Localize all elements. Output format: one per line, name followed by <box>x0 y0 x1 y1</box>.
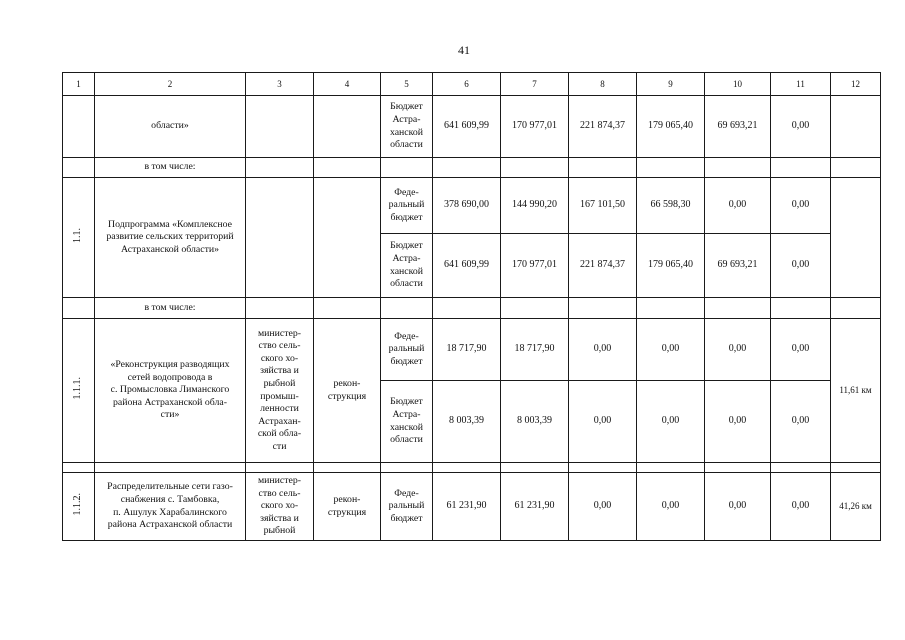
empty-cell <box>771 158 831 178</box>
amount-cell-col8: 221 874,37 <box>569 96 637 158</box>
header-row <box>63 73 881 96</box>
amount-cell-col6: 641 609,99 <box>433 96 501 158</box>
amount-cell-col11: 0,00 <box>771 473 831 541</box>
empty-cell <box>501 158 569 178</box>
amount-cell-col6: 61 231,90 <box>433 473 501 541</box>
result-cell: 11,61 км <box>831 319 881 463</box>
including-row <box>63 298 881 319</box>
funding-source-cell: Бюджет Астра- ханской области <box>381 234 433 298</box>
table-row <box>63 473 881 541</box>
executor-cell: министер- ство сель- ского хо- зяйства и рыбной промыш- ленности Астрахан- ской обла- сти <box>246 319 314 463</box>
empty-cell <box>314 298 381 319</box>
funding-source-cell: Бюджет Астра- ханской области <box>381 96 433 158</box>
number-cell <box>63 473 95 541</box>
amount-cell-col7: 170 977,01 <box>501 96 569 158</box>
header-cell-6: 6 <box>433 73 501 96</box>
spacer-cell <box>831 463 881 473</box>
header-cell-2: 2 <box>95 73 246 96</box>
funding-source-cell: Феде- ральный бюджет <box>381 319 433 381</box>
work-type-cell <box>314 96 381 158</box>
table-row <box>63 96 881 158</box>
amount-cell-col7: 61 231,90 <box>501 473 569 541</box>
amount-cell-col10: 0,00 <box>705 319 771 381</box>
amount-cell-col10: 0,00 <box>705 473 771 541</box>
number-cell <box>63 319 95 463</box>
amount-cell-col6: 641 609,99 <box>433 234 501 298</box>
number-cell <box>63 298 95 319</box>
amount-cell-col7: 8 003,39 <box>501 381 569 463</box>
spacer-cell <box>246 463 314 473</box>
amount-cell-col8: 221 874,37 <box>569 234 637 298</box>
spacer-cell <box>501 463 569 473</box>
empty-cell <box>771 298 831 319</box>
item-number: 1.1.1. <box>72 376 84 400</box>
header-cell-12: 12 <box>831 73 881 96</box>
result-cell <box>831 178 881 298</box>
empty-cell <box>314 158 381 178</box>
executor-cell <box>246 96 314 158</box>
amount-cell-col10: 0,00 <box>705 178 771 234</box>
including-row <box>63 158 881 178</box>
spacer-cell <box>705 463 771 473</box>
header-cell-1: 1 <box>63 73 95 96</box>
amount-cell-col8: 0,00 <box>569 473 637 541</box>
item-number: 1.1.2. <box>72 492 84 516</box>
amount-cell-col10: 0,00 <box>705 381 771 463</box>
header-cell-5: 5 <box>381 73 433 96</box>
empty-cell <box>501 298 569 319</box>
work-type-cell <box>314 178 381 298</box>
header-cell-4: 4 <box>314 73 381 96</box>
spacer-cell <box>569 463 637 473</box>
amount-cell-col11: 0,00 <box>771 381 831 463</box>
amount-cell-col6: 378 690,00 <box>433 178 501 234</box>
empty-cell <box>637 298 705 319</box>
amount-cell-col11: 0,00 <box>771 319 831 381</box>
amount-cell-col11: 0,00 <box>771 234 831 298</box>
spacer-cell <box>771 463 831 473</box>
amount-cell-col7: 18 717,90 <box>501 319 569 381</box>
amount-cell-col6: 8 003,39 <box>433 381 501 463</box>
empty-cell <box>433 158 501 178</box>
spacer-cell <box>314 463 381 473</box>
header-cell-3: 3 <box>246 73 314 96</box>
empty-cell <box>381 158 433 178</box>
header-cell-9: 9 <box>637 73 705 96</box>
result-cell: 41,26 км <box>831 473 881 541</box>
amount-cell-col10: 69 693,21 <box>705 96 771 158</box>
funding-source-cell: Бюджет Астра- ханской области <box>381 381 433 463</box>
empty-cell <box>831 298 881 319</box>
empty-cell <box>569 298 637 319</box>
page-number: 41 <box>458 43 470 57</box>
amount-cell-col7: 170 977,01 <box>501 234 569 298</box>
amount-cell-col9: 0,00 <box>637 381 705 463</box>
table-row <box>63 178 881 234</box>
spacer-cell <box>381 463 433 473</box>
amount-cell-col9: 66 598,30 <box>637 178 705 234</box>
executor-cell <box>246 178 314 298</box>
empty-cell <box>831 158 881 178</box>
including-label: в том числе: <box>95 158 246 178</box>
amount-cell-col11: 0,00 <box>771 178 831 234</box>
number-cell <box>63 158 95 178</box>
activity-name-cell: Подпрограмма «Комплексное развитие сельских территорий Астраханской области» <box>95 178 246 298</box>
including-label: в том числе: <box>95 298 246 319</box>
work-type-cell: рекон- струкция <box>314 319 381 463</box>
spacer-row <box>63 463 881 473</box>
funding-source-cell: Феде- ральный бюджет <box>381 473 433 541</box>
spacer-cell <box>95 463 246 473</box>
activity-name-cell: Распределительные сети газо- снабжения с. Тамбовка, п. Ашулук Харабалинского района Астраханской области <box>95 473 246 541</box>
spacer-cell <box>433 463 501 473</box>
header-cell-10: 10 <box>705 73 771 96</box>
empty-cell <box>246 158 314 178</box>
result-cell <box>831 96 881 158</box>
amount-cell-col11: 0,00 <box>771 96 831 158</box>
empty-cell <box>381 298 433 319</box>
amount-cell-col8: 0,00 <box>569 381 637 463</box>
header-cell-7: 7 <box>501 73 569 96</box>
executor-cell: министер- ство сель- ского хо- зяйства и рыбной <box>246 473 314 541</box>
activity-name-cell: «Реконструкция разводящих сетей водопровода в с. Промысловка Лиманского района Астраханской обла- сти» <box>95 319 246 463</box>
amount-cell-col10: 69 693,21 <box>705 234 771 298</box>
table-row <box>63 319 881 381</box>
empty-cell <box>246 298 314 319</box>
amount-cell-col9: 179 065,40 <box>637 234 705 298</box>
header-cell-11: 11 <box>771 73 831 96</box>
amount-cell-col8: 167 101,50 <box>569 178 637 234</box>
empty-cell <box>637 158 705 178</box>
amount-cell-col9: 179 065,40 <box>637 96 705 158</box>
amount-cell-col7: 144 990,20 <box>501 178 569 234</box>
empty-cell <box>433 298 501 319</box>
amount-cell-col8: 0,00 <box>569 319 637 381</box>
number-cell <box>63 96 95 158</box>
amount-cell-col6: 18 717,90 <box>433 319 501 381</box>
funding-source-cell: Феде- ральный бюджет <box>381 178 433 234</box>
spacer-cell <box>637 463 705 473</box>
amount-cell-col9: 0,00 <box>637 473 705 541</box>
work-type-cell: рекон- струкция <box>314 473 381 541</box>
empty-cell <box>705 298 771 319</box>
number-cell <box>63 178 95 298</box>
amount-cell-col9: 0,00 <box>637 319 705 381</box>
item-number: 1.1. <box>72 227 84 243</box>
empty-cell <box>705 158 771 178</box>
activity-name-cell: области» <box>95 96 246 158</box>
header-cell-8: 8 <box>569 73 637 96</box>
spacer-cell <box>63 463 95 473</box>
program-table <box>62 72 881 541</box>
empty-cell <box>569 158 637 178</box>
